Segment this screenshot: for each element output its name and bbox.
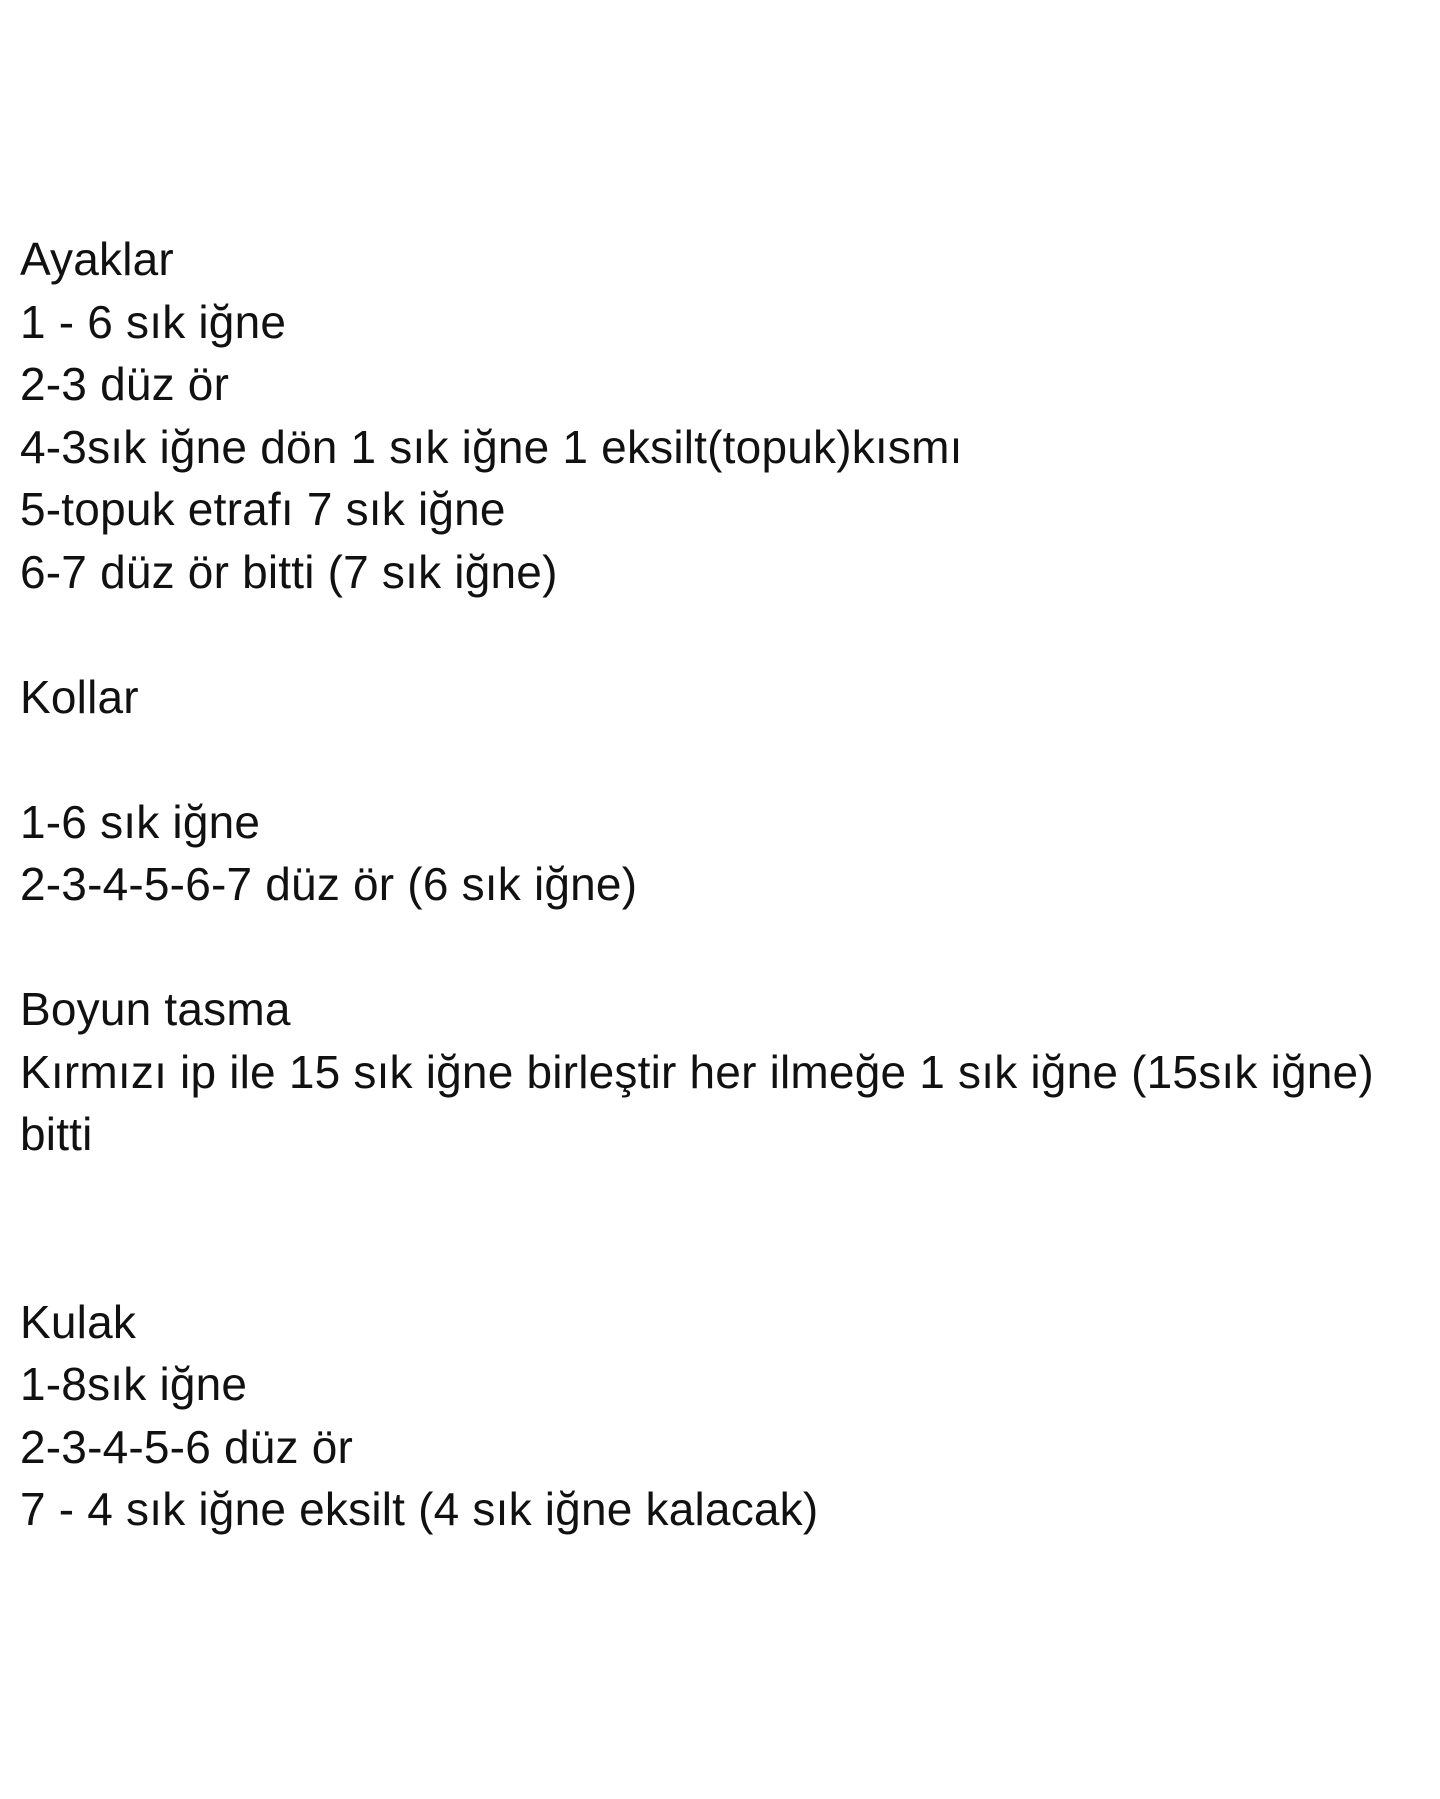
pattern-line: Kırmızı ip ile 15 sık iğne birleştir her ilmeğe 1 sık iğne (15sık iğne) bitti bbox=[20, 1045, 1374, 1160]
pattern-line: 2-3-4-5-6-7 düz ör (6 sık iğne) bbox=[20, 858, 638, 910]
pattern-line: 4-3sık iğne dön 1 sık iğne 1 eksilt(topuk)kısmı bbox=[20, 420, 963, 473]
section-title-boyun-tasma: Boyun tasma bbox=[20, 983, 291, 1035]
section-title-kollar: Kollar bbox=[20, 670, 139, 723]
pattern-line: 2-3-4-5-6 düz ör bbox=[20, 1420, 354, 1473]
blank-line bbox=[20, 1166, 1425, 1291]
pattern-line: 7 - 4 sık iğne eksilt (4 sık iğne kalacak) bbox=[20, 1483, 819, 1535]
blank-line bbox=[20, 728, 1425, 791]
pattern-line: 1-8sık iğne bbox=[20, 1358, 248, 1410]
pattern-line: 6-7 düz ör bitti (7 sık iğne) bbox=[20, 545, 558, 598]
section-title-ayaklar: Ayaklar bbox=[20, 233, 174, 285]
pattern-line: 5-topuk etrafı 7 sık iğne bbox=[20, 483, 506, 535]
pattern-text bbox=[20, 228, 1425, 1541]
blank-line bbox=[20, 603, 1425, 666]
pattern-line: 1-6 sık iğne bbox=[20, 795, 261, 848]
pattern-line: 2-3 düz ör bbox=[20, 358, 230, 410]
section-title-kulak: Kulak bbox=[20, 1295, 137, 1348]
pattern-line: 1 - 6 sık iğne bbox=[20, 295, 287, 348]
blank-line bbox=[20, 916, 1425, 979]
